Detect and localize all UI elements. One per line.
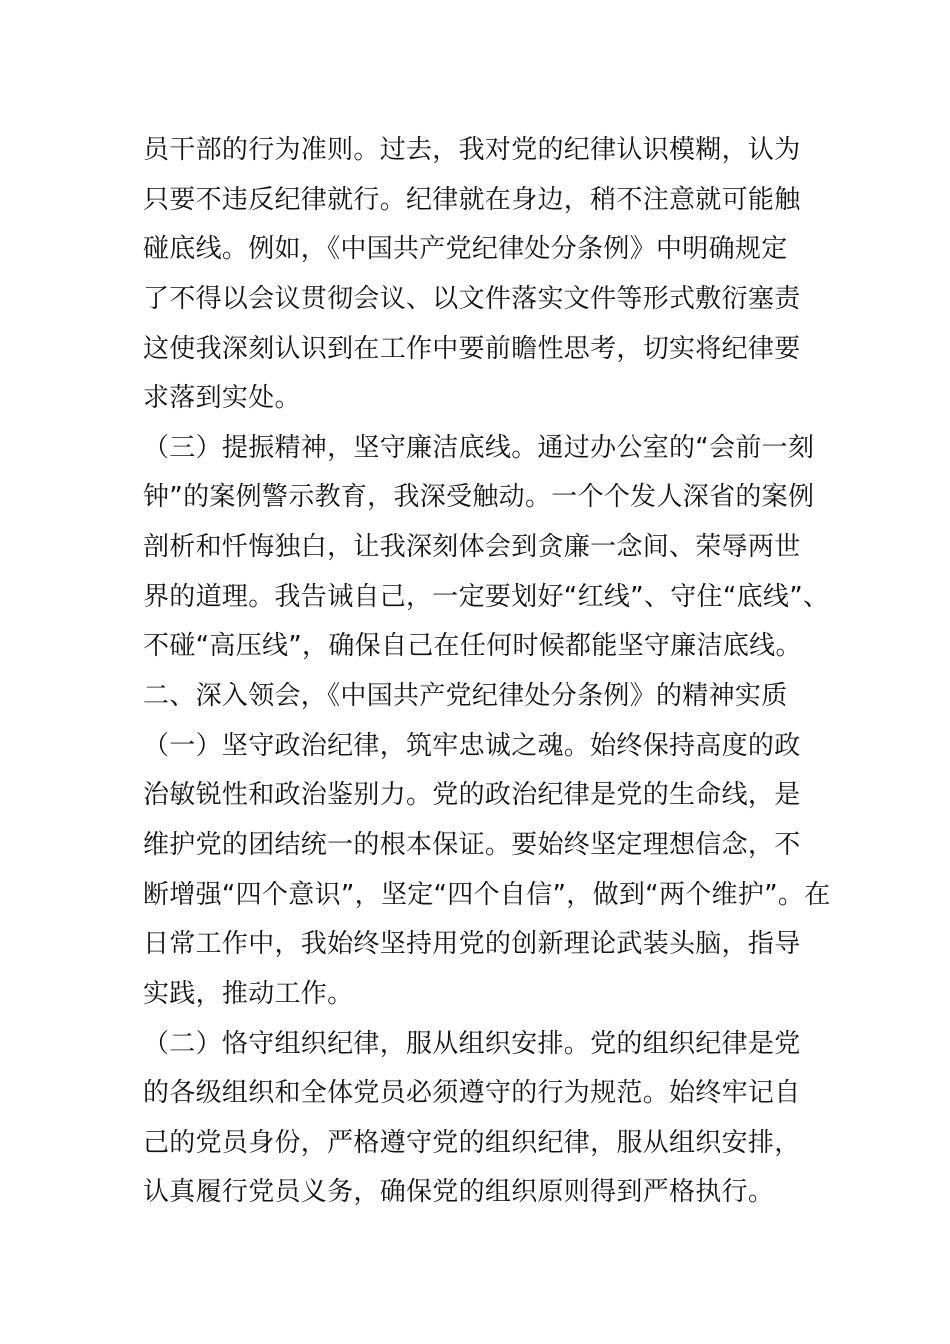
section-heading-line: 二、深入领会，《中国共产党纪律处分条例》的精神实质 [143,681,788,712]
text-line: 了不得以会议贯彻会议、以文件落实文件等形式敷衍塞责 [143,283,801,314]
text-line: 只要不违反纪律就行。纪律就在身边，稍不注意就可能触 [143,184,801,215]
text-line: 维护党的团结统一的根本保证。要始终坚定理想信念，不 [143,829,801,860]
text-line: 不碰“高压线”，确保自己在任何时候都能坚守廉洁底线。 [143,631,802,662]
text-line: 日常工作中，我始终坚持用党的创新理论武装头脑，指导 [143,929,801,960]
text-line: 碰底线。例如，《中国共产党纪律处分条例》中明确规定 [143,234,788,265]
text-line: 的各级组织和全体党员必须遵守的行为规范。始终牢记自 [143,1078,801,1109]
text-line: 这使我深刻认识到在工作中要前瞻性思考，切实将纪律要 [143,333,801,364]
document-body [143,126,831,1218]
section-heading-line: （二）恪守组织纪律，服从组织安排。党的组织纪律是党 [143,1028,801,1059]
section-heading-line: （三）提振精神，坚守廉洁底线。通过办公室的“会前一刻 [143,432,815,463]
text-line: 认真履行党员义务，确保党的组织原则得到严格执行。 [143,1177,775,1208]
text-line: 治敏锐性和政治鉴别力。党的政治纪律是党的生命线，是 [143,780,801,811]
section-heading-line: （一）坚守政治纪律，筑牢忠诚之魂。始终保持高度的政 [143,730,801,761]
text-line: 剖析和忏悔独白，让我深刻体会到贪廉一念间、荣辱两世 [143,532,801,563]
text-line: 己的党员身份，严格遵守党的组织纪律，服从组织安排， [143,1127,801,1158]
text-line: 实践，推动工作。 [143,978,354,1009]
text-line: 求落到实处。 [143,383,301,414]
text-line: 断增强“四个意识”，坚定“四个自信”，做到“两个维护”。在 [143,879,831,910]
text-line: 员干部的行为准则。过去，我对党的纪律认识模糊，认为 [143,135,801,165]
text-line: 钟”的案例警示教育，我深受触动。一个个发人深省的案例 [143,482,815,513]
text-line: 界的道理。我告诫自己，一定要划好“红线”、守住“底线”、 [143,581,830,612]
